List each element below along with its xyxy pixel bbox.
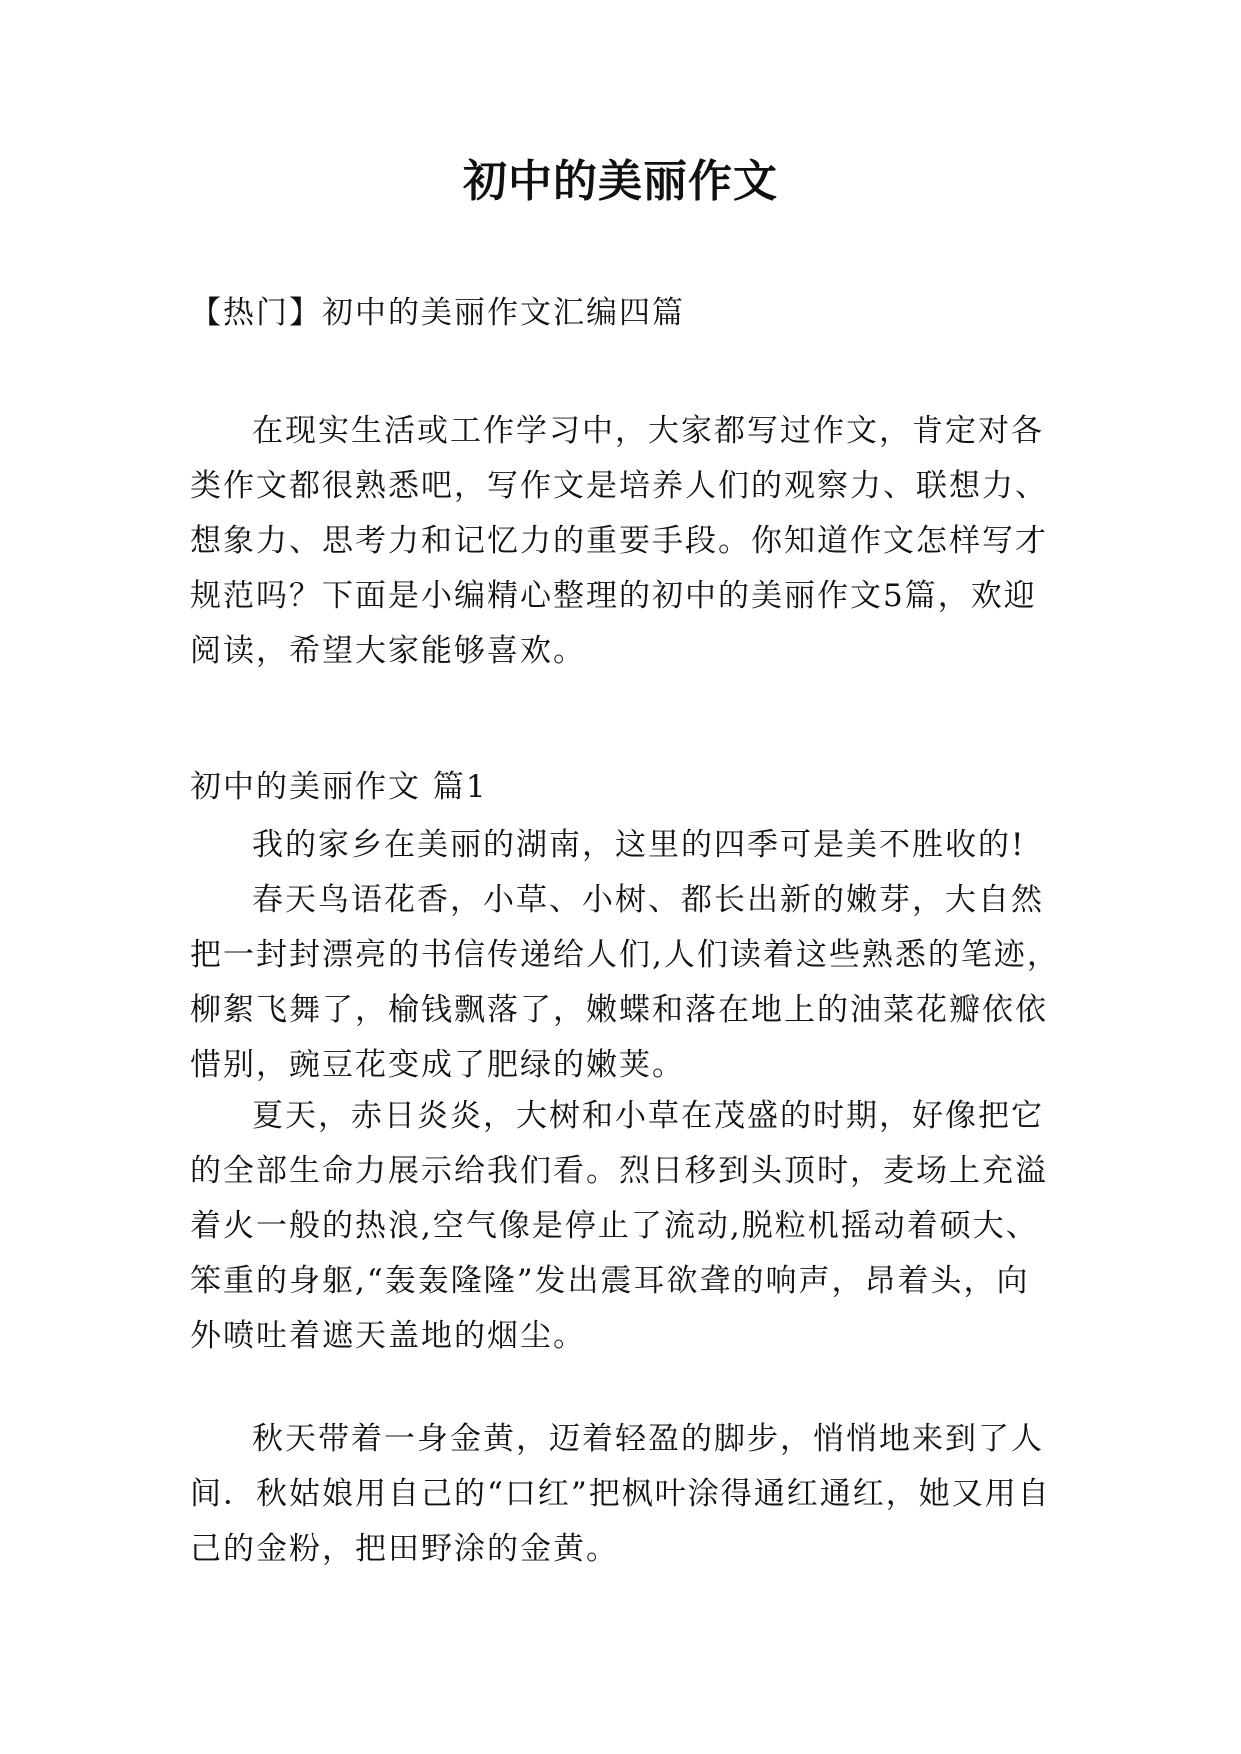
section-title: 初中的美丽作文 篇1 (190, 769, 488, 805)
paragraph-3: 夏天，赤日炎炎，大树和小草在茂盛的时期，好像把它的全部生命力展示给我们看。烈日移到头顶时，麦场上充溢着火一般的热浪,空气像是停止了流动,脱粒机摇动着硕大、笨重的身躯,“轰轰隆隆”发出震耳欲聋的响声，昂着头，向外喷吐着遮天盖地的烟尘。 (190, 1098, 1048, 1354)
paragraph-2: 春天鸟语花香，小草、小树、都长出新的嫩芽，大自然把一封封漂亮的书信传递给人们,人们读着这些熟悉的笔迹，柳絮飞舞了，榆钱飘落了，嫩蝶和落在地上的油菜花瓣依依惜别，豌豆花变成了肥绿的嫩荚。 (190, 882, 1060, 1083)
document-subtitle: 【热门】初中的美丽作文汇编四篇 (190, 295, 685, 331)
paragraph-4: 秋天带着一身金黄，迈着轻盈的脚步，悄悄地来到了人间．秋姑娘用自己的“口红”把枫叶涂得通红通红，她又用自己的金粉，把田野涂的金黄。 (190, 1421, 1051, 1567)
paragraph-1: 我的家乡在美丽的湖南，这里的四季可是美不胜收的! (252, 827, 1026, 863)
document-title: 初中的美丽作文 (463, 156, 778, 207)
intro-paragraph: 在现实生活或工作学习中，大家都写过作文，肯定对各类作文都很熟悉吧，写作文是培养人们的观察力、联想力、想象力、思考力和记忆力的重要手段。你知道作文怎样写才规范吗？下面是小编精心整理的初中的美丽作文5篇，欢迎阅读，希望大家能够喜欢。 (190, 413, 1048, 669)
